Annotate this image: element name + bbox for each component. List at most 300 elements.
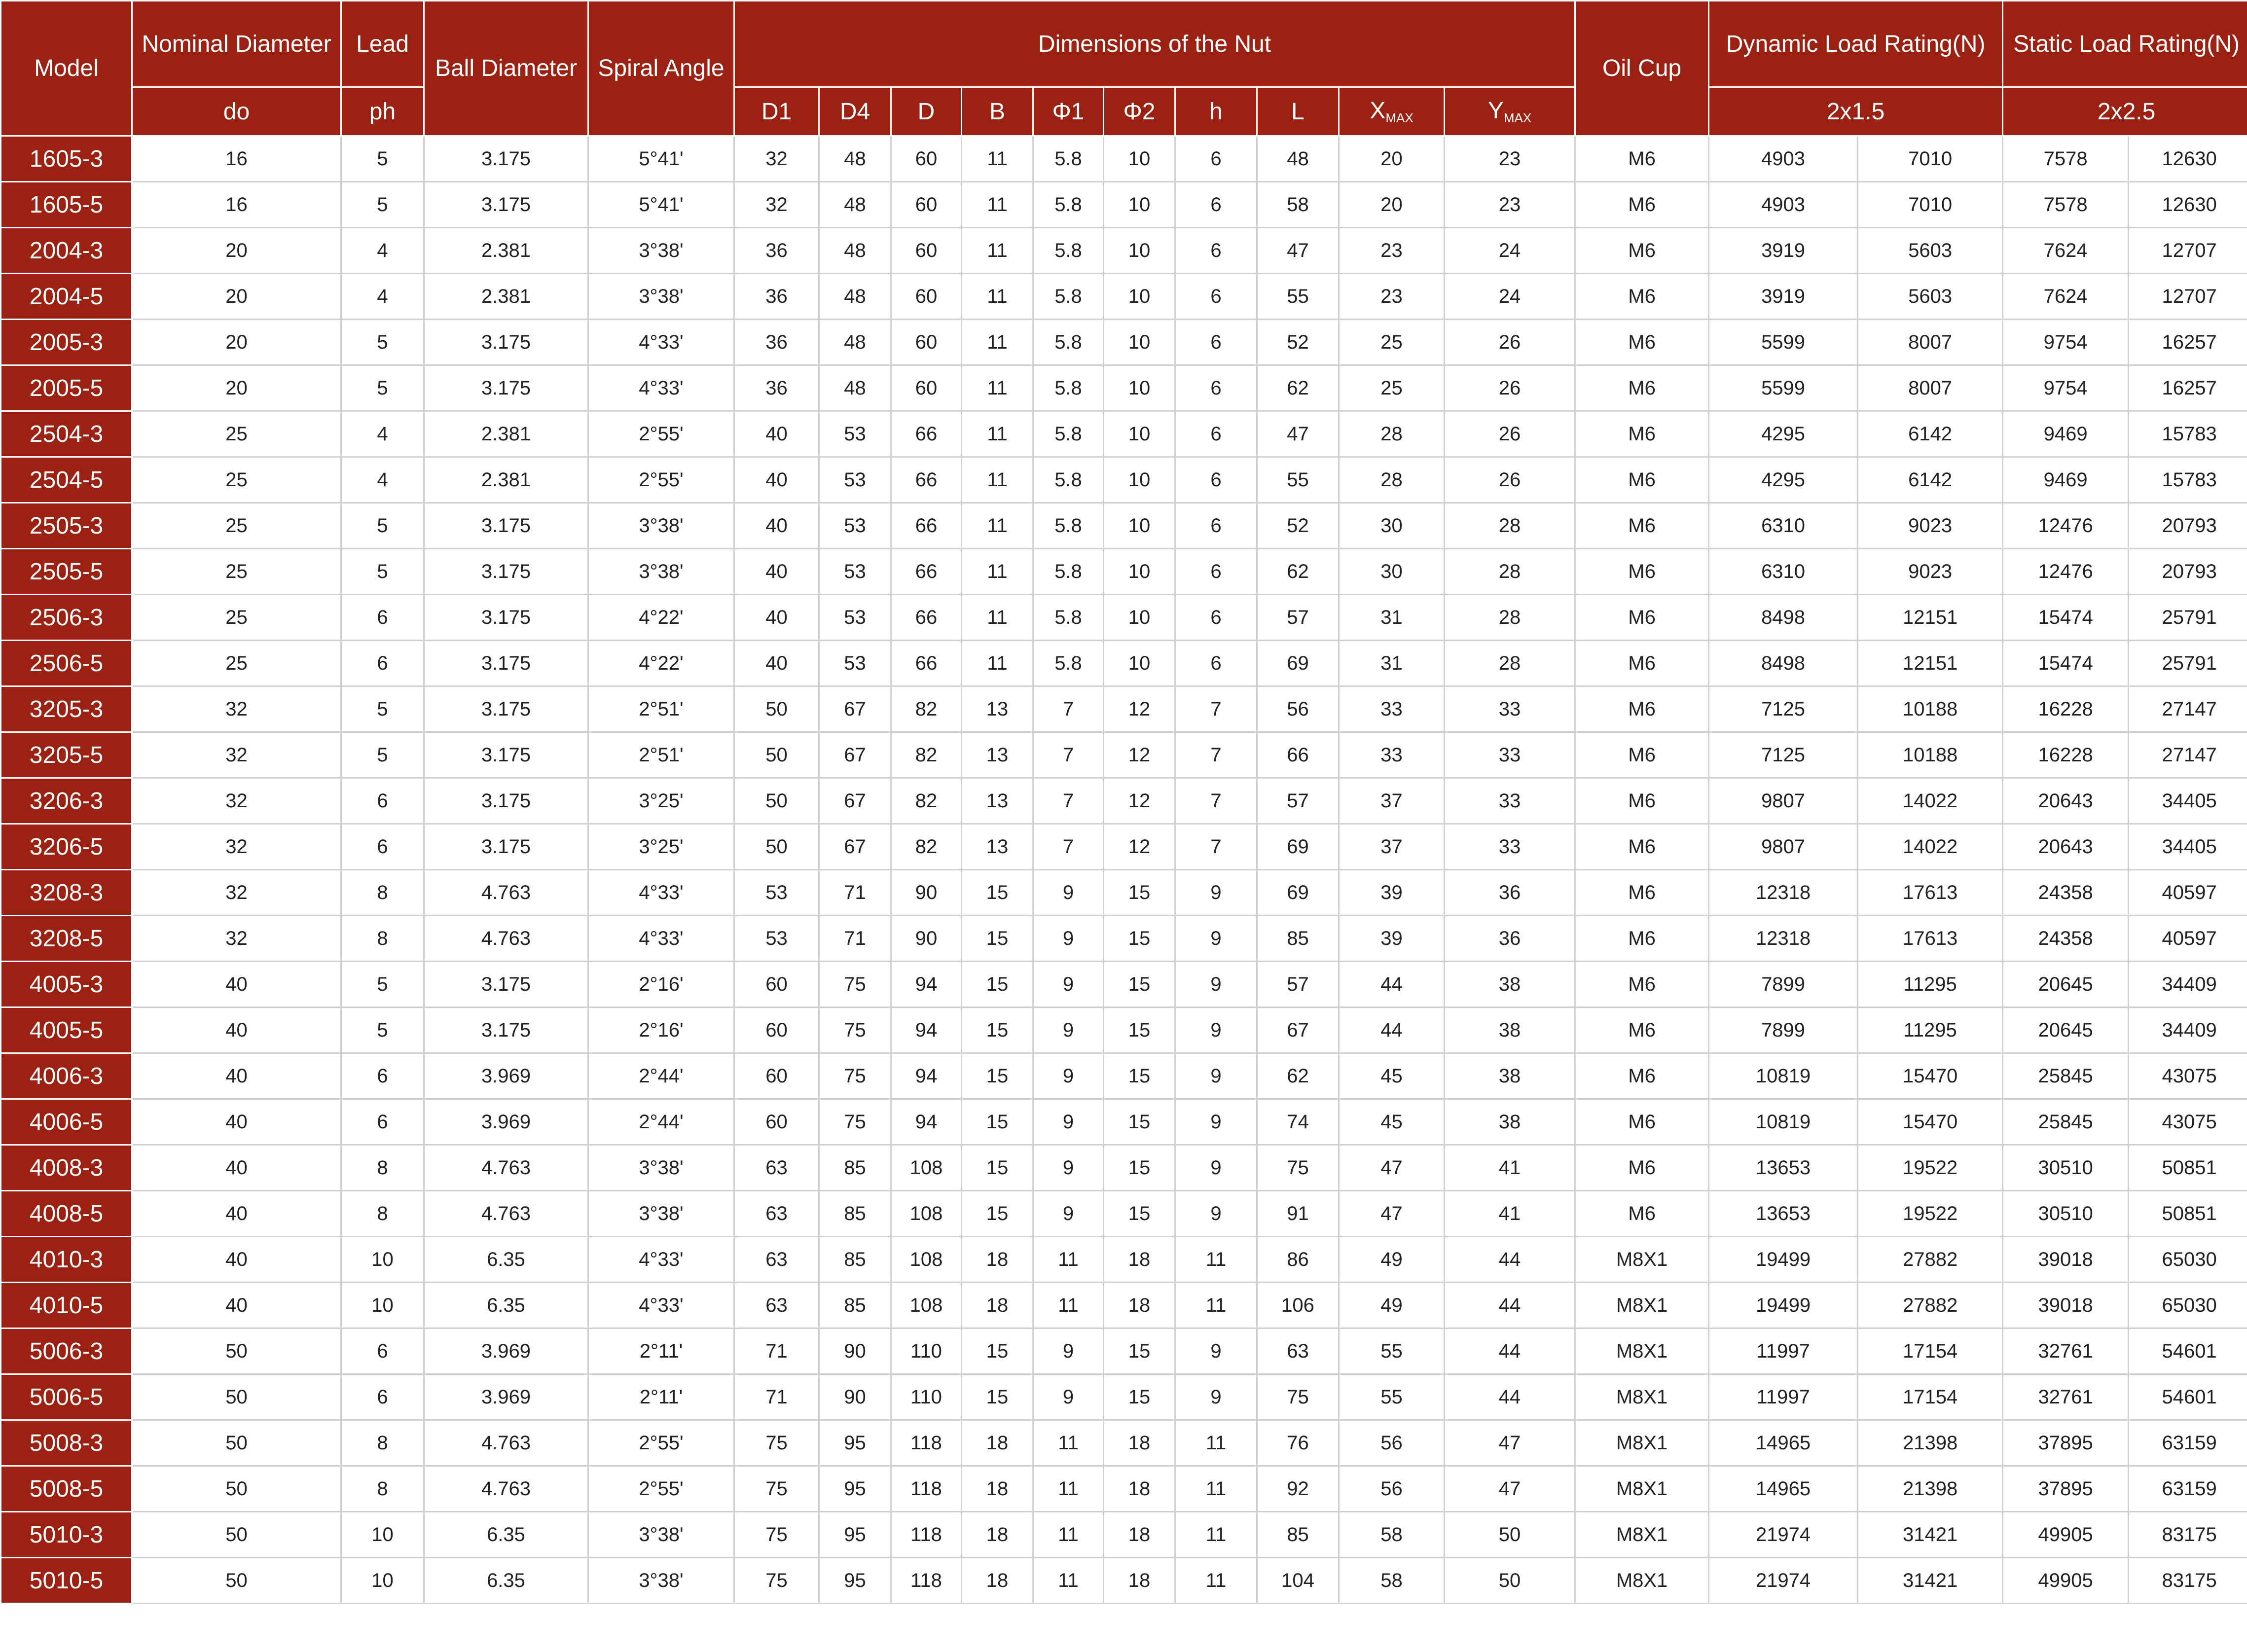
cell-phi2: 10: [1104, 274, 1175, 320]
cell-phi1: 9: [1033, 870, 1104, 916]
cell-spiral-angle: 2°55': [588, 411, 734, 457]
cell-static-load-1: 9469: [2003, 411, 2129, 457]
cell-static-load-1: 15474: [2003, 595, 2129, 641]
cell-l: 69: [1257, 641, 1339, 686]
cell-y-max: 41: [1445, 1145, 1575, 1191]
cell-oil-cup: M6: [1575, 686, 1709, 732]
cell-d4: 85: [819, 1237, 891, 1283]
cell-b: 13: [962, 824, 1033, 870]
cell-phi2: 15: [1104, 1007, 1175, 1053]
cell-x-max: 55: [1339, 1329, 1445, 1374]
cell-nominal-diameter: 40: [132, 1053, 341, 1099]
cell-dynamic-load-2: 12151: [1858, 641, 2003, 686]
cell-lead: 8: [341, 1420, 424, 1466]
cell-l: 106: [1257, 1283, 1339, 1329]
cell-model: 4010-3: [1, 1237, 132, 1283]
table-row: [1, 549, 2247, 595]
cell-y-max: 26: [1445, 411, 1575, 457]
table-row: [1, 1145, 2247, 1191]
cell-oil-cup: M6: [1575, 1053, 1709, 1099]
cell-oil-cup: M6: [1575, 962, 1709, 1007]
cell-ball-diameter: 3.969: [424, 1374, 588, 1420]
cell-b: 11: [962, 136, 1033, 182]
cell-x-max: 39: [1339, 916, 1445, 962]
cell-l: 56: [1257, 686, 1339, 732]
cell-static-load-2: 34409: [2129, 962, 2247, 1007]
cell-ball-diameter: 4.763: [424, 1191, 588, 1237]
cell-phi1: 5.8: [1033, 549, 1104, 595]
cell-l: 85: [1257, 916, 1339, 962]
cell-y-max: 44: [1445, 1374, 1575, 1420]
cell-spiral-angle: 2°11': [588, 1329, 734, 1374]
cell-phi2: 10: [1104, 136, 1175, 182]
cell-phi1: 9: [1033, 1099, 1104, 1145]
cell-d1: 60: [734, 1053, 819, 1099]
table-row: [1, 1053, 2247, 1099]
cell-phi1: 9: [1033, 1053, 1104, 1099]
cell-lead: 5: [341, 686, 424, 732]
cell-spiral-angle: 3°38': [588, 549, 734, 595]
cell-d1: 63: [734, 1145, 819, 1191]
cell-d: 90: [891, 916, 962, 962]
cell-phi2: 18: [1104, 1558, 1175, 1604]
cell-nominal-diameter: 25: [132, 457, 341, 503]
cell-static-load-1: 9469: [2003, 457, 2129, 503]
cell-static-load-2: 65030: [2129, 1237, 2247, 1283]
cell-dynamic-load-1: 7125: [1709, 686, 1858, 732]
cell-l: 62: [1257, 549, 1339, 595]
cell-l: 69: [1257, 824, 1339, 870]
cell-d4: 53: [819, 411, 891, 457]
cell-dynamic-load-1: 5599: [1709, 365, 1858, 411]
cell-dynamic-load-2: 14022: [1858, 778, 2003, 824]
cell-b: 11: [962, 457, 1033, 503]
cell-dynamic-load-2: 10188: [1858, 686, 2003, 732]
cell-d: 118: [891, 1466, 962, 1512]
cell-dynamic-load-2: 17613: [1858, 916, 2003, 962]
cell-nominal-diameter: 16: [132, 182, 341, 228]
cell-spiral-angle: 3°38': [588, 1512, 734, 1558]
cell-x-max: 56: [1339, 1466, 1445, 1512]
cell-dynamic-load-2: 21398: [1858, 1466, 2003, 1512]
cell-d4: 67: [819, 732, 891, 778]
cell-d1: 36: [734, 320, 819, 365]
cell-x-max: 30: [1339, 503, 1445, 549]
cell-oil-cup: M6: [1575, 778, 1709, 824]
cell-model: 3208-5: [1, 916, 132, 962]
header-l: L: [1257, 87, 1339, 136]
cell-dynamic-load-2: 15470: [1858, 1053, 2003, 1099]
cell-d4: 53: [819, 595, 891, 641]
cell-ball-diameter: 2.381: [424, 457, 588, 503]
cell-oil-cup: M6: [1575, 457, 1709, 503]
cell-nominal-diameter: 32: [132, 686, 341, 732]
cell-static-load-1: 9754: [2003, 365, 2129, 411]
cell-b: 15: [962, 1007, 1033, 1053]
cell-phi2: 15: [1104, 870, 1175, 916]
cell-d4: 53: [819, 457, 891, 503]
cell-phi2: 18: [1104, 1420, 1175, 1466]
cell-phi2: 10: [1104, 457, 1175, 503]
cell-h: 9: [1175, 1329, 1257, 1374]
cell-l: 66: [1257, 732, 1339, 778]
cell-b: 15: [962, 1374, 1033, 1420]
cell-static-load-1: 16228: [2003, 732, 2129, 778]
cell-static-load-1: 30510: [2003, 1191, 2129, 1237]
cell-nominal-diameter: 40: [132, 962, 341, 1007]
cell-y-max: 41: [1445, 1191, 1575, 1237]
cell-d: 94: [891, 1099, 962, 1145]
cell-ball-diameter: 2.381: [424, 411, 588, 457]
cell-y-max: 38: [1445, 962, 1575, 1007]
cell-d4: 48: [819, 136, 891, 182]
cell-dynamic-load-2: 15470: [1858, 1099, 2003, 1145]
table-row: [1, 824, 2247, 870]
cell-h: 6: [1175, 320, 1257, 365]
cell-d4: 90: [819, 1374, 891, 1420]
cell-static-load-1: 32761: [2003, 1374, 2129, 1420]
cell-dynamic-load-2: 21398: [1858, 1420, 2003, 1466]
table-row: [1, 962, 2247, 1007]
cell-static-load-1: 25845: [2003, 1053, 2129, 1099]
cell-phi1: 9: [1033, 1007, 1104, 1053]
cell-dynamic-load-1: 13653: [1709, 1191, 1858, 1237]
cell-dynamic-load-2: 31421: [1858, 1512, 2003, 1558]
table-row: [1, 1466, 2247, 1512]
cell-dynamic-load-1: 21974: [1709, 1512, 1858, 1558]
cell-spiral-angle: 4°33': [588, 1283, 734, 1329]
cell-l: 75: [1257, 1374, 1339, 1420]
cell-dynamic-load-2: 27882: [1858, 1237, 2003, 1283]
cell-h: 6: [1175, 274, 1257, 320]
cell-h: 6: [1175, 365, 1257, 411]
cell-model: 3208-3: [1, 870, 132, 916]
cell-d4: 67: [819, 778, 891, 824]
cell-spiral-angle: 2°11': [588, 1374, 734, 1420]
cell-lead: 10: [341, 1512, 424, 1558]
cell-l: 55: [1257, 274, 1339, 320]
cell-y-max: 33: [1445, 824, 1575, 870]
cell-b: 15: [962, 1191, 1033, 1237]
cell-spiral-angle: 4°22': [588, 641, 734, 686]
table-row: [1, 1237, 2247, 1283]
cell-x-max: 37: [1339, 778, 1445, 824]
cell-l: 104: [1257, 1558, 1339, 1604]
table-row: [1, 1191, 2247, 1237]
table-row: [1, 411, 2247, 457]
cell-d: 82: [891, 824, 962, 870]
cell-static-load-1: 30510: [2003, 1145, 2129, 1191]
cell-d: 60: [891, 182, 962, 228]
cell-y-max: 28: [1445, 503, 1575, 549]
cell-x-max: 58: [1339, 1512, 1445, 1558]
cell-h: 9: [1175, 1374, 1257, 1420]
cell-spiral-angle: 4°22': [588, 595, 734, 641]
cell-d1: 40: [734, 411, 819, 457]
cell-lead: 6: [341, 595, 424, 641]
cell-h: 9: [1175, 1053, 1257, 1099]
table-row: [1, 641, 2247, 686]
cell-nominal-diameter: 32: [132, 778, 341, 824]
cell-dynamic-load-1: 4295: [1709, 457, 1858, 503]
cell-oil-cup: M8X1: [1575, 1512, 1709, 1558]
header-static-sub: 2x2.5: [2003, 87, 2247, 136]
table-row: [1, 732, 2247, 778]
cell-static-load-2: 25791: [2129, 641, 2247, 686]
cell-b: 18: [962, 1420, 1033, 1466]
cell-d4: 71: [819, 916, 891, 962]
table-row: [1, 916, 2247, 962]
cell-dynamic-load-1: 3919: [1709, 274, 1858, 320]
cell-h: 6: [1175, 503, 1257, 549]
header-b: B: [962, 87, 1033, 136]
cell-l: 57: [1257, 595, 1339, 641]
cell-b: 11: [962, 411, 1033, 457]
header-oil-cup: Oil Cup: [1575, 1, 1709, 136]
cell-model: 2505-3: [1, 503, 132, 549]
cell-x-max: 47: [1339, 1145, 1445, 1191]
cell-spiral-angle: 3°25': [588, 778, 734, 824]
cell-y-max: 33: [1445, 778, 1575, 824]
cell-y-max: 44: [1445, 1329, 1575, 1374]
cell-dynamic-load-1: 3919: [1709, 228, 1858, 274]
cell-ball-diameter: 3.175: [424, 182, 588, 228]
cell-phi1: 9: [1033, 1145, 1104, 1191]
cell-oil-cup: M6: [1575, 1191, 1709, 1237]
cell-phi2: 10: [1104, 503, 1175, 549]
cell-l: 92: [1257, 1466, 1339, 1512]
cell-phi2: 15: [1104, 1145, 1175, 1191]
cell-ball-diameter: 3.175: [424, 778, 588, 824]
cell-nominal-diameter: 25: [132, 503, 341, 549]
cell-nominal-diameter: 25: [132, 411, 341, 457]
cell-l: 57: [1257, 962, 1339, 1007]
cell-h: 11: [1175, 1466, 1257, 1512]
cell-l: 52: [1257, 320, 1339, 365]
cell-ball-diameter: 3.175: [424, 365, 588, 411]
cell-d4: 95: [819, 1558, 891, 1604]
cell-model: 5010-3: [1, 1512, 132, 1558]
cell-l: 67: [1257, 1007, 1339, 1053]
cell-oil-cup: M6: [1575, 1145, 1709, 1191]
cell-nominal-diameter: 50: [132, 1374, 341, 1420]
cell-oil-cup: M8X1: [1575, 1558, 1709, 1604]
cell-phi2: 10: [1104, 228, 1175, 274]
cell-d1: 53: [734, 916, 819, 962]
cell-dynamic-load-1: 10819: [1709, 1053, 1858, 1099]
cell-dynamic-load-1: 21974: [1709, 1558, 1858, 1604]
cell-oil-cup: M8X1: [1575, 1283, 1709, 1329]
cell-static-load-2: 43075: [2129, 1053, 2247, 1099]
cell-static-load-1: 9754: [2003, 320, 2129, 365]
cell-dynamic-load-1: 14965: [1709, 1466, 1858, 1512]
cell-spiral-angle: 4°33': [588, 870, 734, 916]
header-d: D: [891, 87, 962, 136]
cell-phi1: 11: [1033, 1237, 1104, 1283]
cell-ball-diameter: 3.175: [424, 136, 588, 182]
cell-static-load-2: 12630: [2129, 136, 2247, 182]
cell-b: 18: [962, 1512, 1033, 1558]
cell-static-load-1: 12476: [2003, 549, 2129, 595]
cell-ball-diameter: 6.35: [424, 1283, 588, 1329]
cell-oil-cup: M6: [1575, 732, 1709, 778]
cell-d4: 53: [819, 641, 891, 686]
cell-b: 11: [962, 182, 1033, 228]
header-y-label: Y: [1487, 98, 1504, 124]
cell-h: 9: [1175, 1007, 1257, 1053]
cell-lead: 5: [341, 503, 424, 549]
cell-phi2: 18: [1104, 1466, 1175, 1512]
cell-lead: 6: [341, 778, 424, 824]
cell-x-max: 39: [1339, 870, 1445, 916]
cell-dynamic-load-2: 12151: [1858, 595, 2003, 641]
cell-d4: 75: [819, 1053, 891, 1099]
cell-phi2: 12: [1104, 778, 1175, 824]
cell-y-max: 44: [1445, 1283, 1575, 1329]
cell-static-load-1: 7578: [2003, 182, 2129, 228]
cell-phi1: 5.8: [1033, 274, 1104, 320]
cell-dynamic-load-2: 14022: [1858, 824, 2003, 870]
cell-y-max: 26: [1445, 365, 1575, 411]
cell-dynamic-load-2: 17154: [1858, 1329, 2003, 1374]
cell-d4: 48: [819, 228, 891, 274]
cell-nominal-diameter: 50: [132, 1558, 341, 1604]
header-h: h: [1175, 87, 1257, 136]
cell-static-load-1: 25845: [2003, 1099, 2129, 1145]
cell-dynamic-load-1: 12318: [1709, 870, 1858, 916]
cell-phi2: 15: [1104, 1053, 1175, 1099]
cell-static-load-1: 39018: [2003, 1283, 2129, 1329]
cell-spiral-angle: 2°51': [588, 686, 734, 732]
cell-phi2: 12: [1104, 824, 1175, 870]
cell-d1: 40: [734, 503, 819, 549]
table-row: [1, 274, 2247, 320]
cell-d: 66: [891, 549, 962, 595]
cell-x-max: 49: [1339, 1283, 1445, 1329]
cell-d1: 75: [734, 1466, 819, 1512]
cell-model: 2004-3: [1, 228, 132, 274]
cell-d4: 75: [819, 962, 891, 1007]
cell-oil-cup: M8X1: [1575, 1374, 1709, 1420]
cell-model: 5006-5: [1, 1374, 132, 1420]
cell-static-load-1: 49905: [2003, 1512, 2129, 1558]
cell-b: 13: [962, 778, 1033, 824]
cell-y-max: 50: [1445, 1512, 1575, 1558]
cell-spiral-angle: 4°33': [588, 916, 734, 962]
cell-ball-diameter: 3.175: [424, 824, 588, 870]
cell-x-max: 30: [1339, 549, 1445, 595]
cell-ball-diameter: 3.175: [424, 549, 588, 595]
table-row: [1, 778, 2247, 824]
cell-dynamic-load-2: 8007: [1858, 320, 2003, 365]
cell-lead: 8: [341, 870, 424, 916]
cell-d: 110: [891, 1329, 962, 1374]
cell-d4: 67: [819, 824, 891, 870]
cell-lead: 6: [341, 1053, 424, 1099]
cell-x-max: 55: [1339, 1374, 1445, 1420]
cell-lead: 6: [341, 1374, 424, 1420]
cell-spiral-angle: 4°33': [588, 365, 734, 411]
cell-dynamic-load-1: 12318: [1709, 916, 1858, 962]
cell-spiral-angle: 5°41': [588, 136, 734, 182]
cell-model: 2004-5: [1, 274, 132, 320]
cell-oil-cup: M6: [1575, 549, 1709, 595]
cell-lead: 8: [341, 1466, 424, 1512]
cell-dynamic-load-1: 7899: [1709, 962, 1858, 1007]
cell-lead: 5: [341, 365, 424, 411]
cell-b: 11: [962, 595, 1033, 641]
cell-y-max: 38: [1445, 1053, 1575, 1099]
table-body: [1, 136, 2247, 1604]
cell-l: 57: [1257, 778, 1339, 824]
cell-y-max: 23: [1445, 182, 1575, 228]
cell-model: 1605-3: [1, 136, 132, 182]
cell-dynamic-load-2: 8007: [1858, 365, 2003, 411]
cell-model: 4006-3: [1, 1053, 132, 1099]
cell-dynamic-load-2: 17613: [1858, 870, 2003, 916]
cell-dynamic-load-2: 11295: [1858, 1007, 2003, 1053]
cell-oil-cup: M8X1: [1575, 1237, 1709, 1283]
cell-y-max: 50: [1445, 1558, 1575, 1604]
cell-ball-diameter: 2.381: [424, 274, 588, 320]
cell-d1: 32: [734, 182, 819, 228]
cell-phi1: 9: [1033, 962, 1104, 1007]
cell-spiral-angle: 4°33': [588, 320, 734, 365]
cell-phi1: 5.8: [1033, 641, 1104, 686]
cell-spiral-angle: 3°38': [588, 228, 734, 274]
header-x-max: [1339, 87, 1445, 136]
cell-spiral-angle: 2°55': [588, 1466, 734, 1512]
cell-phi2: 10: [1104, 641, 1175, 686]
cell-y-max: 26: [1445, 457, 1575, 503]
cell-ball-diameter: 2.381: [424, 228, 588, 274]
cell-model: 4005-3: [1, 962, 132, 1007]
cell-h: 9: [1175, 962, 1257, 1007]
cell-d4: 75: [819, 1007, 891, 1053]
header-dynamic-load: Dynamic Load Rating(N): [1709, 1, 2003, 87]
cell-ball-diameter: 3.175: [424, 686, 588, 732]
cell-static-load-2: 83175: [2129, 1558, 2247, 1604]
cell-dynamic-load-2: 7010: [1858, 182, 2003, 228]
cell-x-max: 31: [1339, 595, 1445, 641]
cell-phi1: 5.8: [1033, 136, 1104, 182]
cell-d: 82: [891, 732, 962, 778]
table-row: [1, 228, 2247, 274]
table-row: [1, 136, 2247, 182]
cell-b: 18: [962, 1558, 1033, 1604]
table-row: [1, 1512, 2247, 1558]
cell-phi1: 5.8: [1033, 182, 1104, 228]
cell-spiral-angle: 2°55': [588, 457, 734, 503]
cell-h: 11: [1175, 1237, 1257, 1283]
cell-d: 94: [891, 1007, 962, 1053]
cell-d1: 60: [734, 1007, 819, 1053]
cell-oil-cup: M8X1: [1575, 1329, 1709, 1374]
cell-static-load-2: 27147: [2129, 686, 2247, 732]
cell-static-load-2: 15783: [2129, 411, 2247, 457]
cell-dynamic-load-1: 4903: [1709, 136, 1858, 182]
cell-dynamic-load-1: 6310: [1709, 549, 1858, 595]
cell-b: 18: [962, 1466, 1033, 1512]
cell-ball-diameter: 3.969: [424, 1329, 588, 1374]
cell-model: 4010-5: [1, 1283, 132, 1329]
cell-oil-cup: M6: [1575, 503, 1709, 549]
cell-d4: 95: [819, 1466, 891, 1512]
cell-d: 108: [891, 1191, 962, 1237]
cell-b: 15: [962, 1329, 1033, 1374]
cell-d4: 75: [819, 1099, 891, 1145]
cell-d: 60: [891, 228, 962, 274]
